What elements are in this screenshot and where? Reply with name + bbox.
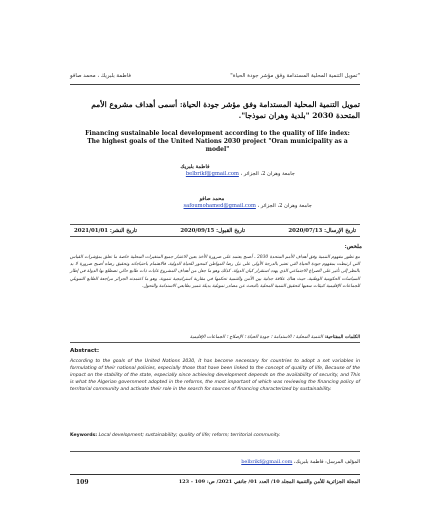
author-2-affiliation: جامعة وهران 2، الجزائر ، safoumohamed@gmail.com [183, 203, 312, 209]
keywords-en [70, 432, 360, 439]
abstract-ar-heading: ملخص: [344, 244, 362, 250]
journal-info: المجلة الجزائرية للأمن والتنمية المجلد 10/ العدد 01/ جانفي 2021/ ص: 109 - 123 [178, 479, 360, 485]
author-1-email[interactable]: belbrikf@gmail.com [185, 171, 239, 177]
corresponding-email[interactable]: belbrikf@gmail.com [241, 459, 293, 465]
date-published: تاريخ النشر: 2021/01/01 [74, 227, 137, 234]
page-footer [70, 474, 360, 489]
keywords-rule [70, 451, 360, 452]
corresponding-label: المؤلف المرسل: فاطمة بلبريك، [293, 459, 360, 465]
corresponding-author [170, 459, 360, 465]
abstract-en-text: According to the goals of the United Nations 2030, it has become necessary for countries to adopt a set variables in formulating of their national policies, especially those that have been linked to the concept of quality of life, Because of the impact on the stability of the state, especially since achieving development depends on the availability of security, and This is what the Algerian government adopted in the reforms, the most important of which was reviewing the financing policy of territorial community and activate their role in the search for sources of financing characterized by sustainability. [70, 359, 360, 392]
keywords-ar [70, 335, 360, 343]
running-header-title: "تمويل التنمية المحلية المستدامة وفق مؤشر جودة الحياة" [230, 73, 360, 79]
author-1-name: فاطمة بلبريك [180, 164, 210, 170]
author-1-affiliation: جامعة وهران 2، الجزائر ، belbrikf@gmail.com [185, 171, 295, 177]
date-accepted: تاريخ القبول: 2020/09/15 [180, 227, 245, 234]
title-arabic: تمويل التنمية المحلية المستدامة وفق مؤشر جودة الحياة: أسمى أهداف مشروع الأمم المتحدة 2030 "بلدية وهران نموذجا". [91, 100, 360, 120]
author-2-email[interactable]: safoumohamed@gmail.com [183, 203, 256, 209]
abstract-ar-text: مع تطور مفهوم التنمية وفق أهداف الأمم المتحدة 2030 ، أصبح يعتمد على ضرورة الأخذ بعين الاعتبار جميع المتغيرات المحلية خاصة ما تعلق بمؤشرات القياس التي ارتبطت بمفهوم جودة الحياة التي تعتبر بالدرجة الأولى على نيل رضا المواطن كمحور للحياة الدولية، فالاهتمام باحتياجاته وتحقيق رضاه أصبح ضرورة لا بد بالنظر إلى تأثير على الصراع الاجتماعي الذي يهدد استقرار كيان الدولة. كذلك وهو ما جعل من أهداف المشروع غايات ذات طابع حالي تضطلع بها الدولة في إطار السياسات الحكومية الوطنية، حيث هناك علاقة جدلية بين الأمن والتنمية تحكمها في مقاربة استراتيجية تنموية. وهو ما اعتمدته الجزائر مراجعة الطابع التمويلي للجماعات الإقليمية كبيئات سعيها لتحقيق التنمية المحلية بالبحث عن مصادر تمويلية بديلة تتميز بطابعي الاستدامة والتحول. [70, 255, 360, 289]
dates-bar [70, 224, 360, 237]
date-received: تاريخ الإرسال: 2020/07/13 [288, 227, 356, 234]
page-number: 109 [76, 478, 89, 486]
author-2 [112, 196, 312, 210]
keywords-en-value: Local development; sustainability; quality of life; reform; territorial community. [98, 433, 281, 438]
header-rule [70, 84, 360, 85]
running-header-authors: فاطمة بلبريك ، محمد صافو [70, 73, 131, 79]
keywords-ar-value: التنمية المحلية ؛ الاستدامة ؛ جودة الحياة ؛ الإصلاح ؛ الجماعات الإقليمية [189, 335, 323, 340]
keywords-ar-label: الكلمات المفتاحية: [324, 335, 360, 340]
running-header [70, 70, 360, 82]
keywords-en-label: Keywords: [70, 433, 98, 438]
abstract-en-heading: Abstract: [70, 348, 100, 354]
author-1 [95, 164, 295, 178]
title-english: Financing sustainable local development according to the quality of life index: The highest goals of the United Nations 2030 project "Oran municipality as a model" [85, 130, 350, 153]
author-2-name: محمد صافو [199, 196, 225, 202]
